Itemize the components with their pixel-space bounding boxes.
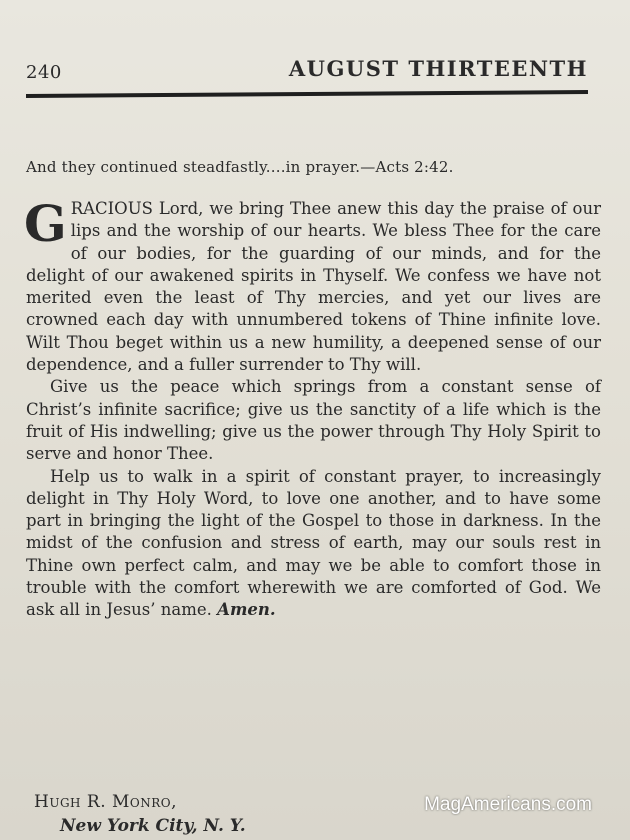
amen: Amen. [217,600,276,620]
page-title: AUGUST THIRTEENTH [288,56,588,81]
watermark: MagAmericans.com [424,794,592,815]
header-divider [26,90,588,98]
author-name: Hugh R. Monro, [34,792,178,812]
epigraph-verse: And they continued steadfastly....in prayer.—Acts 2:42. [26,158,454,176]
page-header [26,56,588,86]
prayer-body [24,194,601,622]
author-location: New York City, N. Y. [60,816,246,836]
paragraph-3-text: Help us to walk in a spirit of constant prayer, to increasingly delight in Thy Holy Word, to love one another, and to have some part in bringing the light of the Gospel to those in darkness. In the midst of the confusion and stress of earth, may our souls rest in Thine own perfect calm, and may we be able to comfort those in trouble with the comfort wherewith we are comforted of God. We ask all in Jesus’ name. [26,466,601,620]
paragraph-3 [26,466,601,622]
paragraph-1 [24,194,601,376]
page-number: 240 [26,62,62,83]
paragraph-2: Give us the peace which springs from a constant sense of Christ’s infinite sacrifice; give us the sanctity of a life which is the fruit of His indwelling; give us the power through Thy Holy Spirit to serve and honor Thee. [26,377,601,464]
paragraph-1-text: RACIOUS Lord, we bring Thee anew this day the praise of our lips and the worship of our hearts. We bless Thee for the care of our bodies, for the guarding of our minds, and for the delight of our awakened spirits in Thyself. We confess we have not merited even the least of Thy mercies, and yet our lives are crowned each day with unnumbered tokens of Thine infinite love. Wilt Thou beget within us a new humility, a deepened sense of our dependence, and a fuller surrender to Thy will. [26,199,601,375]
drop-cap: G [24,194,67,253]
